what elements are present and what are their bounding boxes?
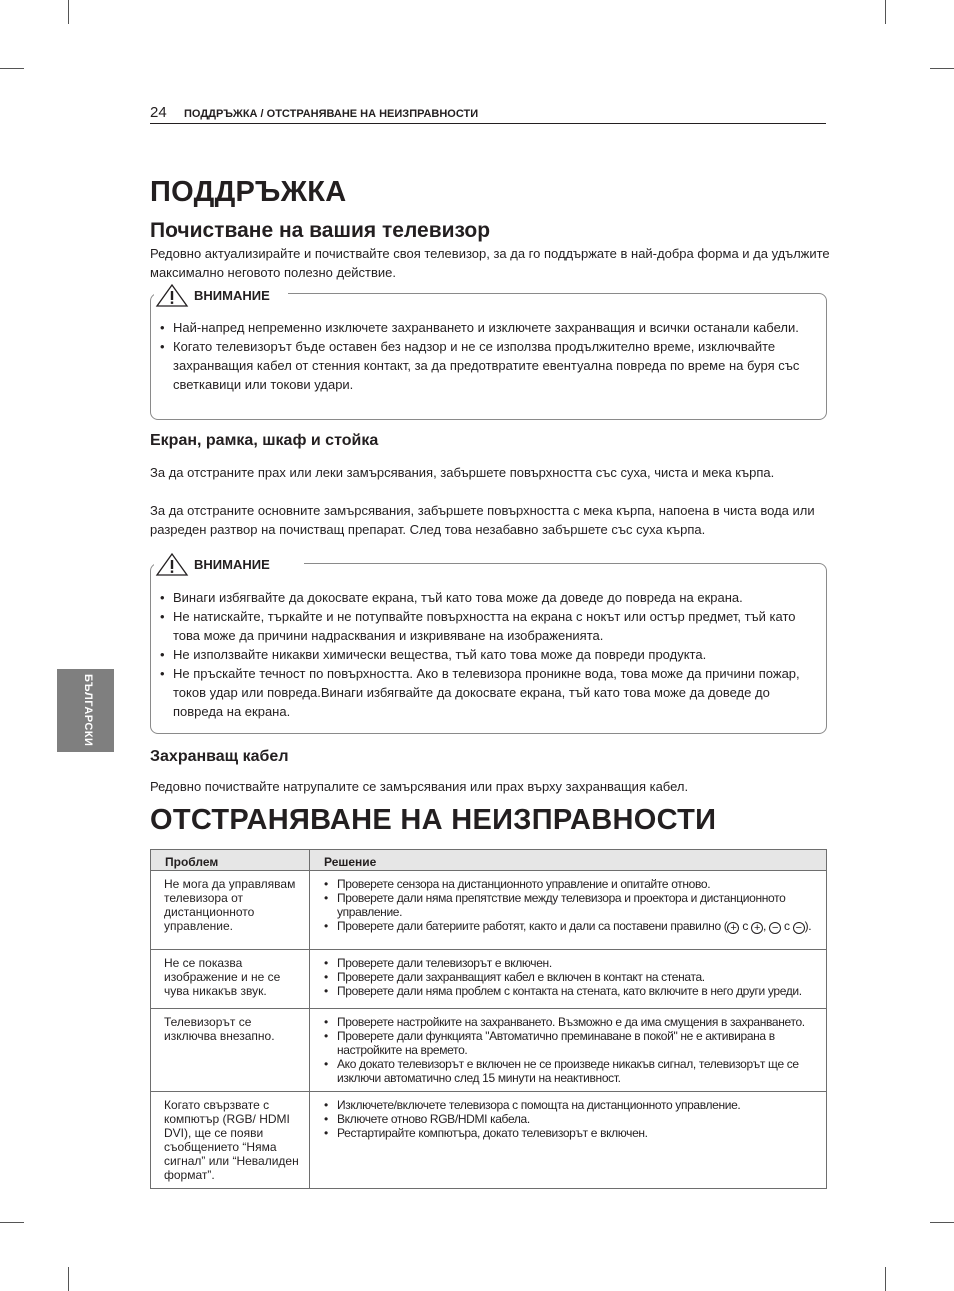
running-title: ПОДДРЪЖКА / ОТСТРАНЯВАНЕ НА НЕИЗПРАВНОСТИ: [184, 108, 479, 120]
table-row: [151, 1092, 827, 1189]
language-tab: [57, 669, 114, 752]
caution-label: [154, 283, 288, 307]
column-header-solution: Решение: [310, 850, 827, 871]
screen-title: Екран, рамка, шкаф и стойка: [150, 432, 379, 449]
caution-item: • Винаги избягвайте да докосвате екрана, тъй като това може да доведе до повреда на екрана.: [160, 588, 816, 607]
crop-mark: [885, 1267, 886, 1291]
battery-with: с: [784, 919, 790, 933]
plus-icon: +: [727, 922, 739, 934]
solution-cell: [310, 1009, 827, 1092]
crop-mark: [68, 1267, 69, 1291]
solution-item: • Проверете настройките на захранването. Възможно е да има смущения в захранването.: [324, 1015, 812, 1029]
crop-mark: [0, 68, 24, 69]
battery-text: Проверете дали батериите работят, както и дали са поставени правилно (: [337, 919, 728, 933]
caution-item: • Не натискайте, търкайте и не потупвайте повърхността на екрана с нокът или остър предмет, тъй като това може да причини надрасквания и изкривяване на изображенията.: [160, 607, 816, 645]
caution-label-text: ВНИМАНИЕ: [194, 288, 270, 303]
plus-icon: +: [751, 922, 763, 934]
cable-para: Редовно почиствайте натрупалите се замърсявания или прах върху захранващия кабел.: [150, 779, 689, 794]
screen-para: За да отстраните прах или леки замърсявания, забършете повърхността със суха, чиста и мека кърпа.: [150, 465, 775, 480]
table-header-row: [151, 850, 827, 871]
solution-cell: [310, 871, 827, 950]
crop-mark: [0, 1222, 24, 1223]
minus-icon: −: [793, 922, 805, 934]
caution-label: [154, 552, 304, 576]
solution-cell: [310, 1092, 827, 1189]
solution-item: • Изключете/включете телевизора с помощта на дистанционното управление.: [324, 1098, 812, 1112]
cleaning-title: Почистване на вашия телевизор: [150, 219, 491, 242]
caution-list: [160, 588, 816, 721]
caution-item: • Не използвайте никакви химически вещества, тъй като това може да повреди продукта.: [160, 645, 816, 664]
caution-label-text: ВНИМАНИЕ: [194, 557, 270, 572]
solution-item: • Рестартирайте компютъра, докато телевизорът е включен.: [324, 1126, 812, 1140]
battery-end: ).: [804, 919, 812, 933]
solution-cell: [310, 950, 827, 1009]
solution-item: • Ако докато телевизорът е включен не се произведе никакъв сигнал, телевизорът ще се изключи автоматично след 15 минути на неактивност.: [324, 1057, 812, 1085]
solution-item: • Проверете дали няма препятствие между телевизора и проектора и дистанционното управление.: [324, 891, 812, 919]
crop-mark: [930, 1222, 954, 1223]
crop-mark: [68, 0, 69, 24]
solution-item: • Включете отново RGB/HDMI кабела.: [324, 1112, 812, 1126]
maintenance-title: ПОДДРЪЖКА: [150, 176, 347, 208]
language-tab-label: БЪЛГАРСКИ: [82, 674, 94, 747]
caution-item: • Най-напред непременно изключете захранването и изключете захранващия и всички останали кабели.: [160, 318, 816, 337]
table-row: [151, 871, 827, 950]
troubleshooting-title: ОТСТРАНЯВАНЕ НА НЕИЗПРАВНОСТИ: [150, 804, 717, 836]
problem-cell: Не се показва изображение и не се чува никакъв звук.: [151, 950, 310, 1009]
caution-list: [160, 318, 816, 394]
caution-item: • Когато телевизорът бъде оставен без надзор и не се използва продължително време, изключвайте захранващия кабел от стенния контакт, за да предотвратите евентуална повреда по време на буря със светкавици или токови удари.: [160, 337, 816, 394]
solution-item: • Проверете дали няма проблем с контакта на стената, като включите в него други уреди.: [324, 984, 812, 998]
caution-item: • Не пръскайте течност по повърхността. Ако в телевизора проникне вода, това може да причини пожар, токов удар или повреда.Винаги избягвайте да докосвате екрана, тъй като това може да доведе до повреда на екрана.: [160, 664, 816, 721]
solution-item: • Проверете дали батериите работят, както и дали са поставени правилно ( + с + , − с − ).: [324, 919, 812, 934]
solution-item: • Проверете дали телевизорът е включен.: [324, 956, 812, 970]
warning-icon: [154, 283, 190, 307]
table-row: [151, 950, 827, 1009]
problem-cell: Когато свързвате с компютър (RGB/ HDMI DVI), ще се появи съобщението “Няма сигнал” или “Невалиден формат”.: [151, 1092, 310, 1189]
page-number: 24: [150, 104, 167, 121]
solution-item: • Проверете дали захранващият кабел е включен в контакт на стената.: [324, 970, 812, 984]
cleaning-intro: Редовно актуализирайте и почиствайте своя телевизор, за да го поддържате в най-добра форма и да удължите максимално неговото полезно действие.: [150, 246, 830, 280]
cable-title: Захранващ кабел: [150, 748, 289, 765]
crop-mark: [885, 0, 886, 24]
solution-item: • Проверете сензора на дистанционното управление и опитайте отново.: [324, 877, 812, 891]
minus-icon: −: [769, 922, 781, 934]
solution-item: • Проверете дали функцията "Автоматично преминаване в покой" не е активирана в настройките на времето.: [324, 1029, 812, 1057]
crop-mark: [930, 68, 954, 69]
table-row: [151, 1009, 827, 1092]
problem-cell: Не мога да управлявам телевизора от дистанционното управление.: [151, 871, 310, 950]
caution-box: [150, 293, 827, 420]
warning-icon: [154, 552, 190, 576]
caution-box: [150, 563, 827, 734]
screen-para: За да отстраните основните замърсявания, забършете повърхността с мека кърпа, напоена в чиста вода или разреден разтвор на почистващ препарат. След това незабавно забършете със суха кърпа.: [150, 503, 815, 537]
troubleshooting-table: [150, 849, 827, 1189]
running-header: [150, 104, 826, 124]
problem-cell: Телевизорът се изключва внезапно.: [151, 1009, 310, 1092]
column-header-problem: Проблем: [151, 850, 310, 871]
battery-with: с: [742, 919, 749, 933]
